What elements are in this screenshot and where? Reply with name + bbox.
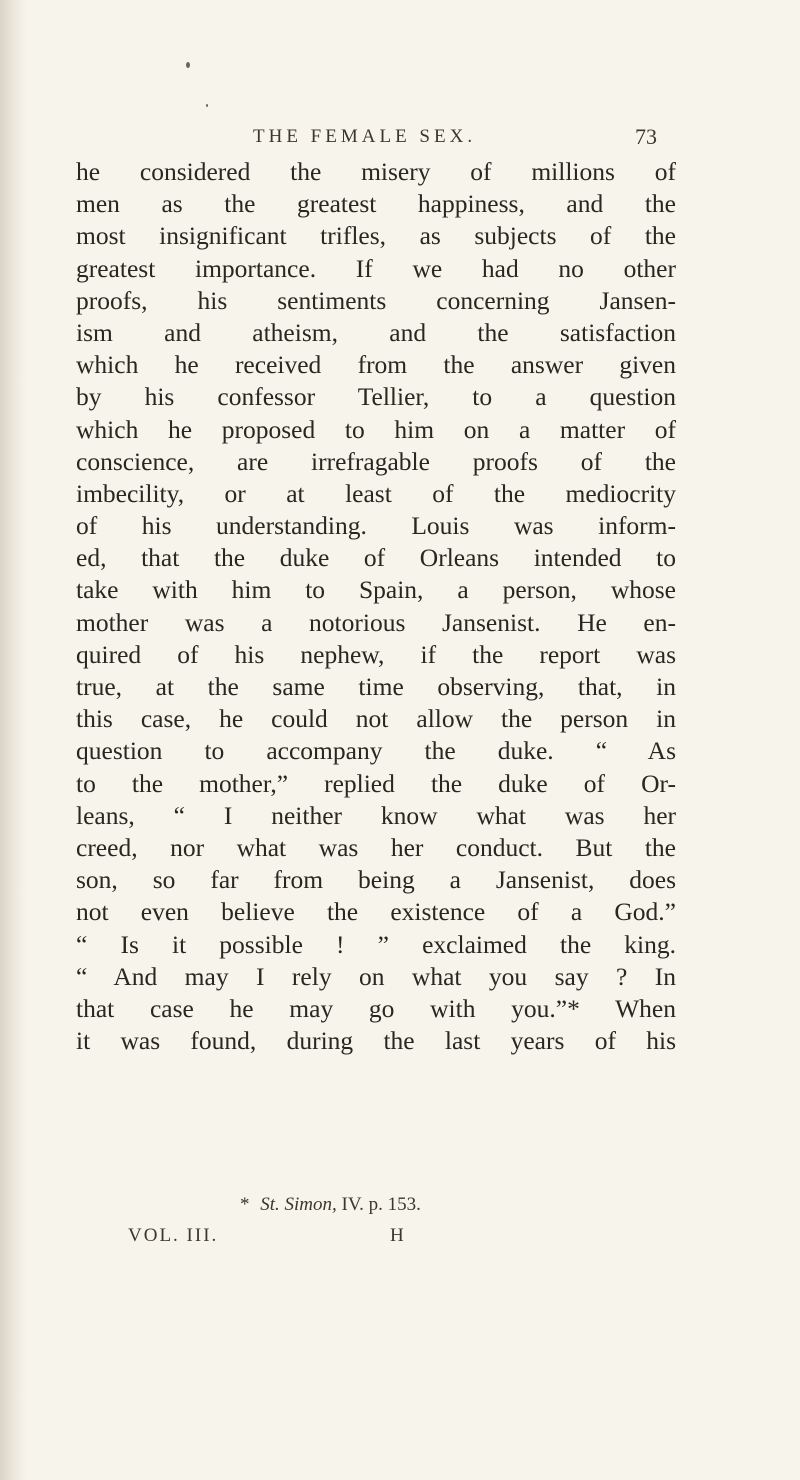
text-line: it was found, during the last years of his [76, 1026, 676, 1056]
text-line: greatest importance. If we had no other [76, 253, 676, 283]
text-line: son, so far from being a Jansenist, does [76, 865, 676, 895]
text-line: of his understanding. Louis was inform- [76, 511, 676, 541]
text-line: ed, that the duke of Orleans intended to [76, 543, 676, 573]
text-line: by his confessor Tellier, to a question [76, 382, 676, 412]
text-line: imbecility, or at least of the mediocrity [76, 478, 676, 508]
sheet-mark: H [390, 1225, 404, 1246]
text-line: true, at the same time observing, that, in [76, 672, 676, 701]
text-line: “ Is it possible ! ” exclaimed the king. [76, 929, 676, 959]
text-line: leans, “ I neither know what was her [76, 800, 676, 830]
footnote-reference: IV. p. 153. [341, 1194, 421, 1215]
text-line: question to accompany the duke. “ As [76, 736, 676, 766]
footnote [240, 1194, 421, 1216]
text-line: to the mother,” replied the duke of Or- [76, 768, 676, 798]
text-line: ism and atheism, and the satisfaction [76, 317, 676, 347]
text-line: quired of his nephew, if the report was [76, 639, 676, 669]
text-line: which he proposed to him on a matter of [76, 414, 676, 444]
text-line: men as the greatest happiness, and the [76, 189, 676, 219]
text-line: conscience, are irrefragable proofs of the [76, 446, 676, 476]
footnote-source: St. Simon, [260, 1194, 337, 1215]
text-line: he considered the misery of millions of [76, 157, 676, 186]
ink-speck [186, 62, 190, 68]
text-line: not even believe the existence of a God.” [76, 897, 676, 927]
text-line: creed, nor what was her conduct. But the [76, 832, 676, 862]
text-line: that case he may go with you.”* When [76, 993, 676, 1023]
text-line: take with him to Spain, a person, whose [76, 575, 676, 605]
running-head [0, 126, 800, 156]
text-line: this case, he could not allow the person in [76, 704, 676, 734]
text-line: proofs, his sentiments concerning Jansen- [76, 285, 676, 315]
ink-speck [206, 104, 208, 107]
body-text [76, 156, 676, 1057]
text-line: which he received from the answer given [76, 350, 676, 380]
footnote-mark: * [240, 1194, 250, 1215]
text-line: most insignificant trifles, as subjects of the [76, 221, 676, 251]
volume-signature: VOL. III. [128, 1225, 219, 1246]
page-gutter-shadow [0, 0, 26, 1480]
running-title: THE FEMALE SEX. [253, 126, 477, 147]
text-line: “ And may I rely on what you say ? In [76, 961, 676, 991]
page-number: 73 [635, 124, 657, 149]
text-line: mother was a notorious Jansenist. He en- [76, 607, 676, 637]
